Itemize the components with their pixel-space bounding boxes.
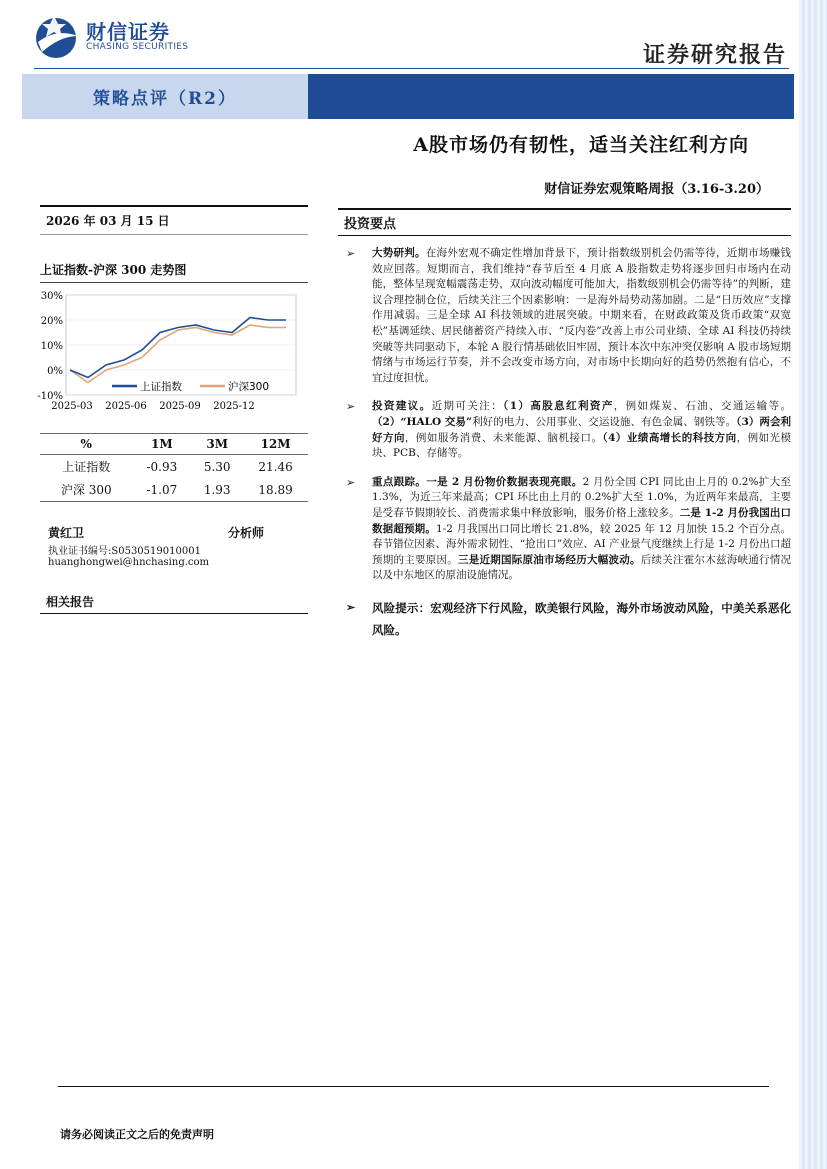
cell-3m: 5.30 — [203, 459, 231, 474]
report-headline: A股市场仍有韧性，适当关注红利方向 — [413, 134, 749, 156]
report-subheadline: 财信证券宏观策略周报（3.16-3.20） — [544, 182, 769, 197]
index-trend-chart — [37, 291, 308, 423]
x-tick-label: 2025-09 — [159, 401, 201, 412]
table-header-cell: 12M — [243, 434, 308, 455]
trend-chart-title: 上证指数-沪深 300 走势图 — [40, 257, 308, 283]
bullet-text: 后续关注霍尔木兹海峡通行情况以及中东地区的原油设施情况。 — [372, 553, 791, 582]
header-divider — [34, 68, 789, 69]
bullet-text: ，例如服务消费、未来能源、脑机接口。 — [404, 431, 603, 444]
table-header-cell: % — [40, 434, 132, 455]
footer-disclaimer[interactable]: 请务必阅读正文之后的免责声明 — [60, 1128, 214, 1141]
table-header-cell: 3M — [191, 434, 243, 455]
related-reports-title: 相关报告 — [40, 590, 308, 614]
risk-warning: 风险提示：宏观经济下行风险，欧美银行风险，海外市场波动风险，中美关系恶化风险。 — [372, 600, 791, 637]
index-performance-table — [40, 433, 308, 502]
bullet-strong: （4）业绩高增长的科技方向 — [602, 431, 737, 444]
bullet-lead: 投资建议。 — [372, 400, 432, 413]
bullet-text: 利好的电力、公用事业、交运设施、有色金属、钢铁等。 — [472, 415, 737, 428]
bullet-strong: （1）高股息红利资产 — [503, 400, 614, 413]
logo-emblem-icon — [34, 12, 82, 60]
trend-chart-svg — [37, 291, 308, 423]
legend-label-csi300: 沪深300 — [228, 381, 270, 393]
bullet-strong: 一是 2 月份物价数据表现亮眼。 — [426, 475, 583, 488]
list-item — [338, 399, 791, 461]
bullet-text: 近期可关注： — [431, 400, 504, 413]
cell-1m: -1.07 — [132, 478, 191, 502]
cell-12m: 18.89 — [243, 478, 308, 502]
x-tick-label: 2025-06 — [105, 401, 147, 412]
highlights-title: 投资要点 — [338, 208, 791, 236]
analyst-email[interactable]: huanghongwei@hnchasing.com — [48, 557, 210, 568]
bullet-arrow-icon: ➢ — [346, 400, 356, 414]
list-item — [338, 475, 791, 584]
list-item — [338, 597, 791, 641]
row-name: 沪深 300 — [40, 478, 132, 502]
y-tick-label: -10% — [37, 391, 63, 402]
legend-label-sse: 上证指数 — [140, 381, 182, 393]
company-logo — [34, 12, 224, 60]
highlights-list — [338, 246, 791, 641]
bullet-text: ，例如光模块、PCB、存储等。 — [372, 431, 792, 460]
bullet-lead: 重点跟踪。 — [372, 475, 427, 488]
list-item — [338, 246, 791, 386]
bullet-text: ，例如煤炭、石油、交通运输等。 — [613, 400, 792, 413]
table-header-cell: 1M — [132, 434, 191, 455]
x-tick-label: 2025-03 — [51, 401, 93, 412]
footer-divider — [58, 1086, 769, 1087]
analyst-name: 黄红卫 — [48, 526, 85, 540]
banner-label: 策略点评（R2） — [22, 74, 308, 119]
cell-3m: 1.93 — [191, 478, 243, 502]
bullet-text: 在海外宏观不确定性增加背景下，预计指数级别机会仍需等待，近期市场赚钱效应回落。短期而言，我们维持“春节后至 4 月底 A 股指数走势将逐步回归市场内在动能，整体呈现宽幅震荡走势，双向波动幅度可能加大，指数级别机会仍需等待”的判断，建议合理控制仓位，后续关注三个因素影响：一是海外局势动荡加剧。二是“日历效应”支撑作用减弱。三是全球 AI 科技领域的进展突破。中期来看，在财政政策及货币政策“双宽松”基调延续、居民储蓄资产持续入市、“反内卷”改善上市公司业绩、全球 AI 科技仍持续突破等共同驱动下，本轮 A 股行情基础依旧牢固，预计本次中东冲突仅影响 A 股市场短期情绪与市场运行节奏，并不会改变市场方向，对市场中长期向好的趋势仍然抱有信心，不宜过度担忧。 — [372, 247, 791, 384]
banner-fill — [308, 74, 794, 119]
table-row — [40, 455, 308, 479]
y-tick-label: 20% — [40, 316, 63, 327]
cell-12m: 21.46 — [258, 459, 293, 474]
cell-1m: -0.93 — [146, 459, 178, 474]
bullet-arrow-icon: ➢ — [346, 247, 356, 260]
analyst-role: 分析师 — [228, 526, 265, 540]
table-row — [40, 478, 308, 502]
bullet-arrow-icon: ➢ — [346, 475, 356, 489]
bullet-text: 2 月份全国 CPI 同比由上月的 0.2%扩大至 1.3%，为近三年来最高；CPI 环比由上月的 0.2%扩大至 1.0%，为近两年来最高，主要是受春节假期较长、消费需求集中释放影响，服务价格上涨较多。 — [372, 475, 791, 519]
bullet-arrow-icon: ➢ — [346, 600, 356, 614]
report-type-label: 证券研究报告 — [642, 42, 787, 68]
x-tick-label: 2025-12 — [213, 401, 255, 412]
y-tick-label: 10% — [40, 341, 63, 352]
bullet-strong: （3）两会利好方向 — [372, 415, 792, 444]
analyst-cert-number: 执业证书编号:S0530519010001 — [48, 546, 201, 557]
left-sidebar — [37, 205, 308, 604]
category-banner — [22, 74, 794, 119]
bullet-strong: 二是 1-2 月份我国出口数据超预期。 — [372, 506, 791, 535]
investment-highlights — [338, 208, 791, 654]
y-tick-label: 30% — [40, 291, 63, 302]
report-date: 2026 年 03 月 15 日 — [40, 205, 308, 235]
bullet-lead: 大势研判。 — [372, 247, 426, 259]
bullet-text: 1-2 月我国出口同比增长 21.8%，较 2025 年 12 月加快 15.2 个百分点。春节错位因素、海外需求韧性、“抢出口”效应、AI 产业景气度继续上行是 1-2 月份出口超预期的主要原因。 — [372, 522, 791, 566]
logo-chinese-name: 财信证券 — [86, 20, 170, 44]
bullet-strong: （2）“HALO 交易” — [372, 415, 473, 428]
side-decoration-strip — [799, 0, 827, 1169]
bullet-strong: 三是近期国际原油市场经历大幅波动。 — [458, 553, 641, 566]
y-tick-label: 0% — [47, 366, 63, 377]
row-name: 上证指数 — [62, 460, 111, 474]
logo-english-name: CHASING SECURITIES — [86, 42, 189, 52]
